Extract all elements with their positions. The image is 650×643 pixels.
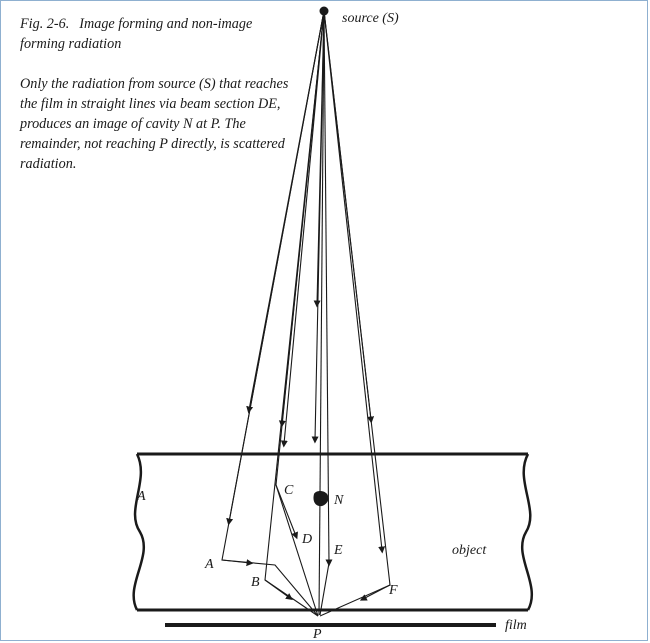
ray-e-lower [320, 563, 329, 615]
label-d: D [302, 532, 313, 547]
label-b: B [251, 575, 260, 590]
object-left-wavy-edge [134, 454, 144, 610]
object-right-wavy-edge [522, 454, 532, 610]
ray-e-upper [324, 11, 329, 563]
figure-number: Fig. 2-6. [20, 16, 70, 32]
cavity-n [313, 491, 328, 506]
label-c: C [284, 483, 294, 498]
label-a-left: A [137, 489, 146, 504]
ray-f-arrow-3 [363, 585, 390, 599]
caption-body: Only the radiation from source (S) that reaches the film in straight lines via beam section DE, produces an image of cavity N at P. The remainder, not reaching P directly, is scattered radiation. [20, 76, 289, 172]
label-n: N [334, 493, 344, 508]
ray-a [222, 11, 324, 616]
ray-b-arrow-2 [265, 580, 290, 598]
ray-a-arrow-2 [229, 11, 324, 522]
label-source: source (S) [342, 11, 399, 26]
figure-title: Image forming and non-image forming radiation [20, 16, 253, 52]
ray-f-arrow-2 [324, 11, 382, 550]
ray-c-arrow-1 [284, 11, 324, 444]
label-p: P [313, 627, 322, 642]
label-object: object [452, 543, 487, 558]
ray-a-arrow-3 [222, 560, 250, 563]
label-f: F [389, 583, 398, 598]
label-e: E [334, 543, 343, 558]
ray-c [276, 11, 324, 616]
label-a-inner: A [205, 557, 214, 572]
label-film: film [505, 618, 527, 633]
